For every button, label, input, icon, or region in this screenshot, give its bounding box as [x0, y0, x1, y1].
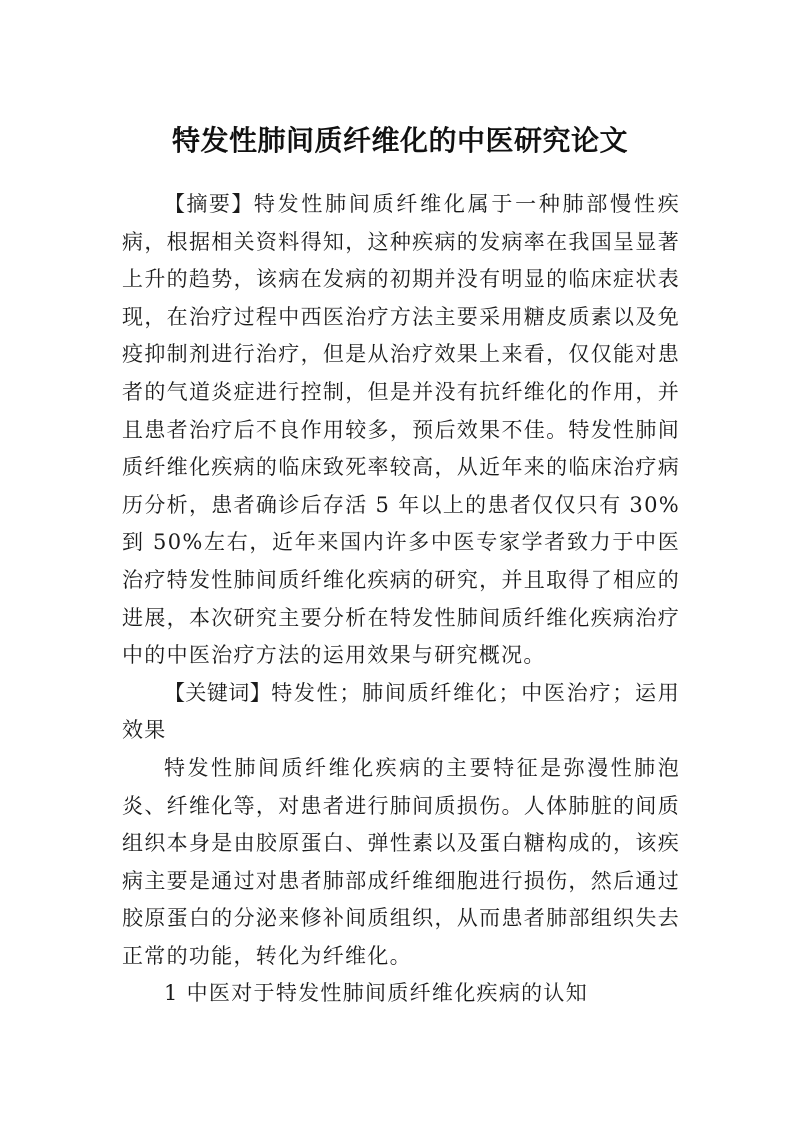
- document-body: [122, 186, 680, 1013]
- keywords-label: 【关键词】: [164, 680, 272, 705]
- section-heading: 1 中医对于特发性肺间质纤维化疾病的认知: [164, 981, 589, 1006]
- abstract-paragraph: [122, 186, 680, 675]
- intro-paragraph: 特发性肺间质纤维化疾病的主要特征是弥漫性肺泡炎、纤维化等，对患者进行肺间质损伤。人体肺脏的间质组织本身是由胶原蛋白、弹性素以及蛋白糖构成的，该疾病主要是通过对患者肺部成纤维细胞进行损伤，然后通过胶原蛋白的分泌来修补间质组织，从而患者肺部组织失去正常的功能，转化为纤维化。: [122, 755, 680, 968]
- keywords-text: 特发性；肺间质纤维化；中医治疗；运用效果: [122, 680, 680, 743]
- document-title: 特发性肺间质纤维化的中医研究论文: [171, 123, 628, 157]
- abstract-text: 特发性肺间质纤维化属于一种肺部慢性疾病，根据相关资料得知，这种疾病的发病率在我国呈显著上升的趋势，该病在发病的初期并没有明显的临床症状表现，在治疗过程中西医治疗方法主要采用糖皮质素以及免疫抑制剂进行治疗，但是从治疗效果上来看，仅仅能对患者的气道炎症进行控制，但是并没有抗纤维化的作用，并且患者治疗后不良作用较多，预后效果不佳。特发性肺间质纤维化疾病的临床致死率较高，从近年来的临床治疗病历分析，患者确诊后存活 5 年以上的患者仅仅只有 30%到 50%左右，近年来国内许多中医专家学者致力于中医治疗特发性肺间质纤维化疾病的研究，并且取得了相应的进展，本次研究主要分析在特发性肺间质纤维化疾病治疗中的中医治疗方法的运用效果与研究概况。: [122, 192, 680, 668]
- abstract-label: 【摘要】: [164, 192, 254, 216]
- keywords-paragraph: [122, 675, 680, 750]
